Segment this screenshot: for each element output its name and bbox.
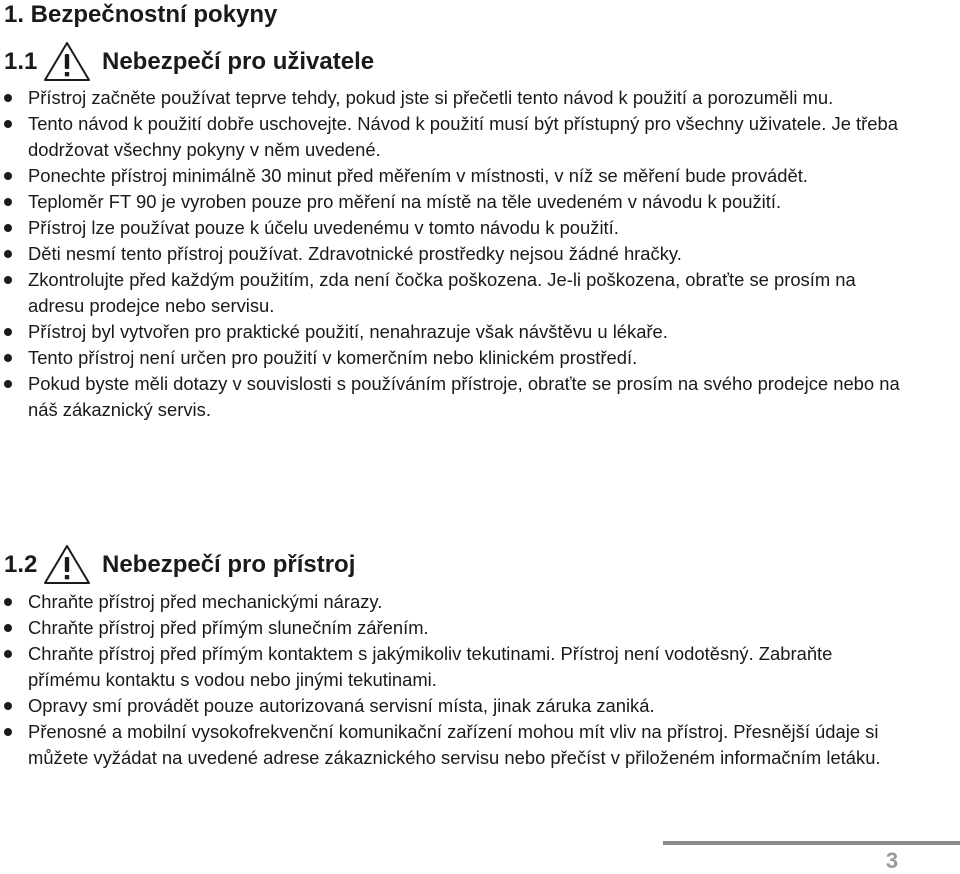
chapter-title: 1. Bezpečnostní pokyny xyxy=(4,1,278,28)
list-item xyxy=(0,345,900,371)
list-item xyxy=(0,371,900,423)
section-heading-user-hazards xyxy=(4,40,374,84)
list-item xyxy=(0,641,900,693)
bullet-icon xyxy=(4,650,12,658)
list-item-text: Přístroj začněte používat teprve tehdy, pokud jste si přečetli tento návod k použití a porozuměli mu. xyxy=(28,87,834,108)
bullet-icon xyxy=(4,224,12,232)
list-item-text: Tento přístroj není určen pro použití v komerčním nebo klinickém prostředí. xyxy=(28,347,638,368)
list-item xyxy=(0,589,900,615)
list-item-text: Tento návod k použití dobře uschovejte. Návod k použití musí být přístupný pro všechny uživatele. Je třeba dodržovat všechny pokyny v něm uvedené. xyxy=(28,113,898,160)
list-item-text: Teploměr FT 90 je vyroben pouze pro měření na místě na těle uvedeném v návodu k použití. xyxy=(28,191,782,212)
section-title: Nebezpečí pro přístroj xyxy=(102,551,356,578)
section-number: 1.2 xyxy=(4,551,38,578)
list-item-text: Pokud byste měli dotazy v souvislosti s používáním přístroje, obraťte se prosím na svého prodejce nebo na náš zákaznický servis. xyxy=(28,373,900,420)
bullet-icon xyxy=(4,598,12,606)
bullet-icon xyxy=(4,276,12,284)
section-number: 1.1 xyxy=(4,48,38,75)
list-item-text: Opravy smí provádět pouze autorizovaná servisní místa, jinak záruka zaniká. xyxy=(28,695,655,716)
list-item-text: Přístroj lze používat pouze k účelu uvedenému v tomto návodu k použití. xyxy=(28,217,619,238)
list-item xyxy=(0,215,900,241)
bullet-icon xyxy=(4,728,12,736)
section-title: Nebezpečí pro uživatele xyxy=(102,48,375,75)
list-item xyxy=(0,319,900,345)
section-heading-device-hazards xyxy=(4,543,355,587)
bullet-icon xyxy=(4,624,12,632)
list-item-text: Přístroj byl vytvořen pro praktické použití, nenahrazuje však návštěvu u lékaře. xyxy=(28,321,668,342)
bullet-icon xyxy=(4,380,12,388)
bullet-icon xyxy=(4,198,12,206)
bullet-icon xyxy=(4,328,12,336)
user-hazards-list xyxy=(0,85,900,423)
warning-triangle-icon xyxy=(42,543,92,587)
bullet-icon xyxy=(4,172,12,180)
list-item xyxy=(0,163,900,189)
list-item xyxy=(0,719,900,771)
bullet-icon xyxy=(4,354,12,362)
list-item-text: Ponechte přístroj minimálně 30 minut před měřením v místnosti, v níž se měření bude provádět. xyxy=(28,165,808,186)
list-item xyxy=(0,85,900,111)
list-item-text: Chraňte přístroj před přímým slunečním zářením. xyxy=(28,617,429,638)
page-number: 3 xyxy=(885,848,899,873)
list-item-text: Chraňte přístroj před přímým kontaktem s jakýmikoliv tekutinami. Přístroj není vodotěsný. Zabraňte přímému kontaktu s vodou nebo jinými tekutinami. xyxy=(28,643,833,690)
list-item xyxy=(0,693,900,719)
list-item xyxy=(0,615,900,641)
list-item-text: Zkontrolujte před každým použitím, zda není čočka poškozena. Je-li poškozena, obraťte se prosím na adresu prodejce nebo servisu. xyxy=(28,269,856,316)
list-item-text: Děti nesmí tento přístroj používat. Zdravotnické prostředky nejsou žádné hračky. xyxy=(28,243,682,264)
list-item-text: Chraňte přístroj před mechanickými nárazy. xyxy=(28,591,383,612)
device-hazards-list xyxy=(0,589,900,771)
footer-rule xyxy=(663,841,960,845)
bullet-icon xyxy=(4,250,12,258)
list-item xyxy=(0,189,900,215)
list-item-text: Přenosné a mobilní vysokofrekvenční komunikační zařízení mohou mít vliv na přístroj. Přesnější údaje si můžete vyžádat na uvedené adrese zákaznického servisu nebo přečíst v přiloženém informačním letáku. xyxy=(28,721,881,768)
list-item xyxy=(0,267,900,319)
bullet-icon xyxy=(4,702,12,710)
list-item xyxy=(0,111,900,163)
warning-triangle-icon xyxy=(42,40,92,84)
list-item xyxy=(0,241,900,267)
bullet-icon xyxy=(4,94,12,102)
bullet-icon xyxy=(4,120,12,128)
